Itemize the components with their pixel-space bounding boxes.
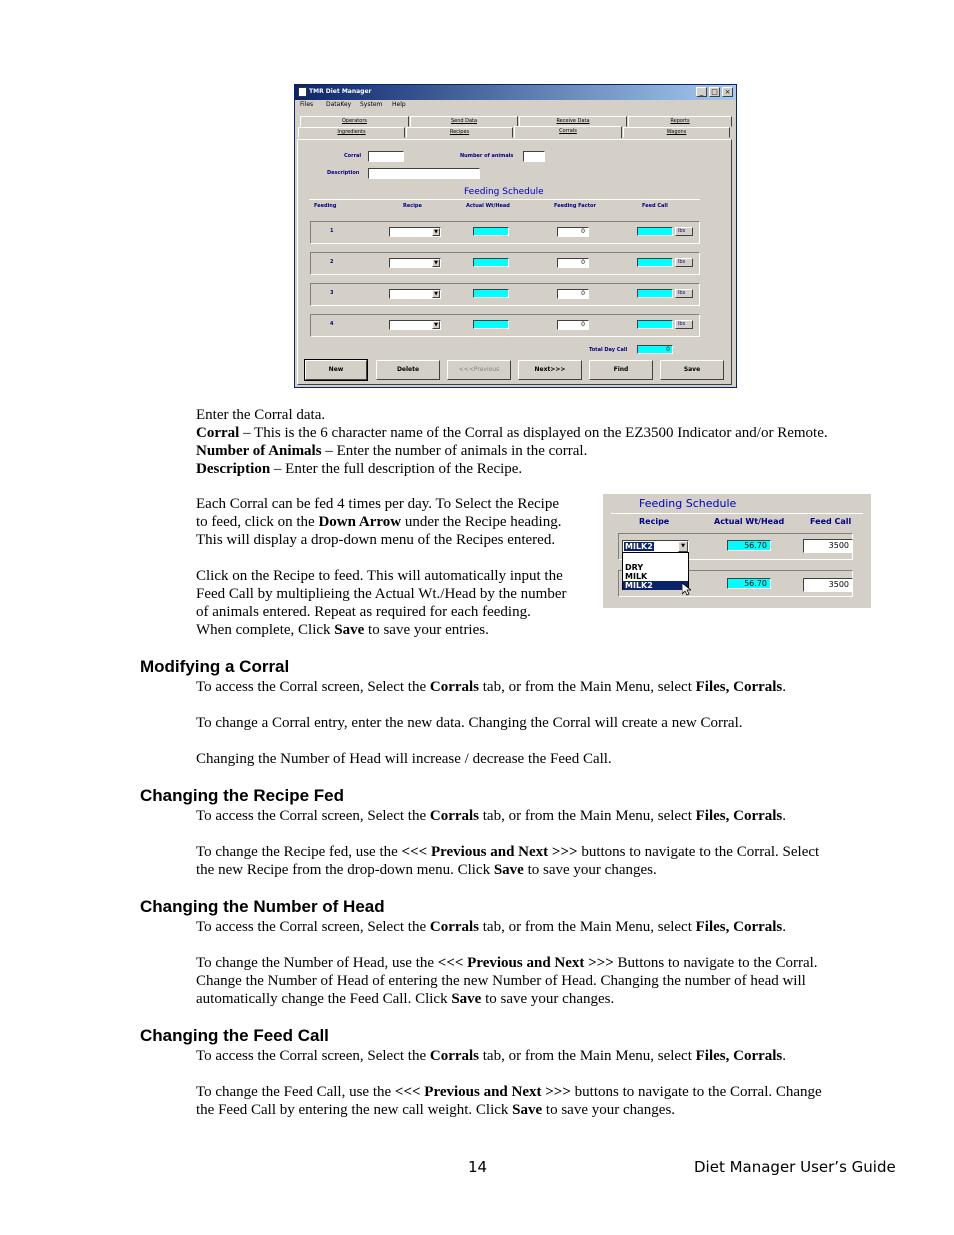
col-actual-wt: Actual Wt/Head bbox=[466, 203, 510, 209]
paragraph-line: This will display a drop-down menu of the Recipes entered. bbox=[196, 532, 556, 548]
definition: – This is the 6 character name of the Corral as displayed on the EZ3500 Indicator and/or Remote. bbox=[239, 425, 828, 441]
bold-run: Corrals bbox=[429, 679, 480, 695]
heading-modifying-corral: Modifying a Corral bbox=[140, 657, 290, 676]
bold-run: <<< Previous and Next >>> bbox=[394, 1084, 571, 1100]
tab-ingredients[interactable]: Ingredients bbox=[298, 127, 405, 138]
paragraph-line: Change the Number of Head of entering the new Number of Head. Changing the number of head will bbox=[196, 973, 806, 989]
bold-run: Down Arrow bbox=[318, 514, 402, 530]
text-run: tab, or from the Main Menu, select bbox=[479, 808, 696, 824]
bold-run: Files, Corrals bbox=[695, 919, 783, 935]
actual-wt-field bbox=[473, 320, 509, 329]
bold-run: Corrals bbox=[429, 1048, 480, 1064]
row-number: 2 bbox=[330, 259, 334, 265]
selected-recipe: MILK2 bbox=[625, 542, 653, 551]
text-run: under the Recipe heading. bbox=[401, 514, 562, 530]
access-instruction bbox=[196, 918, 786, 936]
total-day-call-value: 0 bbox=[637, 345, 673, 354]
bold-run: <<< Previous and Next >>> bbox=[437, 955, 614, 971]
text-run: To access the Corral screen, Select the bbox=[196, 1048, 430, 1064]
paragraph-line: To change a Corral entry, enter the new data. Changing the Corral will create a new Corral. bbox=[196, 715, 743, 731]
animals-definition bbox=[196, 442, 587, 460]
previous-button[interactable]: <<<Previous bbox=[447, 360, 511, 380]
unit-label: lbs bbox=[675, 320, 693, 329]
actual-wt-field bbox=[473, 258, 509, 267]
paragraph-line: Changing the Number of Head will increase / decrease the Feed Call. bbox=[196, 751, 612, 767]
paragraph-line bbox=[196, 954, 818, 972]
window-title: TMR Diet Manager bbox=[309, 88, 372, 95]
new-button[interactable]: New bbox=[305, 360, 367, 380]
feed-call-field bbox=[637, 258, 673, 267]
paragraph-line bbox=[196, 990, 614, 1008]
feed-call-field bbox=[637, 227, 673, 236]
menu-datakey[interactable]: DataKey bbox=[326, 101, 352, 108]
paragraph-line bbox=[196, 861, 657, 879]
recipe-option[interactable]: MILK bbox=[625, 572, 648, 581]
paragraph-line bbox=[196, 621, 489, 639]
title-bar bbox=[295, 85, 736, 100]
bold-run: <<< Previous and Next >>> bbox=[401, 844, 578, 860]
mouse-cursor-icon bbox=[682, 583, 691, 596]
inset-col-feed-call: Feed Call bbox=[810, 517, 852, 526]
inset-feed-call[interactable]: 3500 bbox=[803, 578, 853, 592]
access-instruction bbox=[196, 807, 786, 825]
unit-label: lbs bbox=[675, 289, 693, 298]
bold-run: Save bbox=[493, 862, 524, 878]
paragraph-line: Click on the Recipe to feed. This will automatically input the bbox=[196, 568, 563, 584]
actual-wt-field bbox=[473, 227, 509, 236]
menu-bar bbox=[295, 100, 736, 111]
text-run: . bbox=[782, 919, 787, 935]
chevron-down-icon[interactable]: ▼ bbox=[432, 259, 440, 267]
text-run: to feed, click on the bbox=[196, 514, 319, 530]
chevron-down-icon[interactable]: ▼ bbox=[432, 228, 440, 236]
text-run: When complete, Click bbox=[196, 622, 335, 638]
text-run: To change the Feed Call, use the bbox=[196, 1084, 395, 1100]
paragraph-line bbox=[196, 1083, 822, 1101]
text-run: To change the Recipe fed, use the bbox=[196, 844, 402, 860]
text-run: the Feed Call by entering the new call weight. Click bbox=[196, 1102, 513, 1118]
chevron-down-icon[interactable]: ▼ bbox=[432, 321, 440, 329]
bold-run: Files, Corrals bbox=[695, 808, 783, 824]
corral-screenshot bbox=[294, 84, 737, 388]
find-button[interactable]: Find bbox=[589, 360, 653, 380]
inset-actual-wt: 56.70 bbox=[727, 578, 771, 589]
inset-actual-wt: 56.70 bbox=[727, 540, 771, 551]
description-definition bbox=[196, 460, 522, 478]
bold-run: Save bbox=[334, 622, 365, 638]
paragraph-line: Each Corral can be fed 4 times per day. To Select the Recipe bbox=[196, 496, 559, 512]
unit-label: lbs bbox=[675, 258, 693, 267]
bold-run: Corrals bbox=[429, 808, 480, 824]
menu-files[interactable]: Files bbox=[300, 101, 314, 108]
text-run: buttons to navigate to the Corral. Change bbox=[570, 1084, 822, 1100]
term: Corral bbox=[196, 425, 240, 441]
guide-title: Diet Manager User’s Guide bbox=[694, 1158, 896, 1176]
corral-input[interactable] bbox=[368, 151, 404, 162]
bold-run: Corrals bbox=[429, 919, 480, 935]
schedule-divider bbox=[309, 199, 700, 200]
definition: – Enter the number of animals in the corral. bbox=[321, 443, 588, 459]
tab-operators[interactable]: Operators bbox=[300, 116, 409, 127]
tab-corrals[interactable]: Corrals bbox=[514, 126, 622, 138]
access-instruction bbox=[196, 1047, 786, 1065]
paragraph-line: Feed Call by multiplieing the Actual Wt./Head by the number bbox=[196, 586, 567, 602]
col-feeding: Feeding bbox=[314, 203, 337, 209]
paragraph-line: of animals entered. Repeat as required for each feeding. bbox=[196, 604, 531, 620]
bold-run: Save bbox=[451, 991, 482, 1007]
maximize-icon[interactable]: □ bbox=[709, 87, 720, 97]
minimize-icon[interactable]: _ bbox=[696, 87, 707, 97]
app-icon bbox=[298, 87, 307, 97]
bold-run: Save bbox=[512, 1102, 543, 1118]
heading-changing-head: Changing the Number of Head bbox=[140, 897, 385, 916]
paragraph-line bbox=[196, 843, 819, 861]
description-input[interactable] bbox=[368, 168, 480, 179]
chevron-down-icon[interactable]: ▼ bbox=[678, 541, 688, 552]
text-run: to save your entries. bbox=[364, 622, 489, 638]
paragraph-line bbox=[196, 513, 561, 531]
menu-system[interactable]: System bbox=[360, 101, 383, 108]
feeding-factor-input[interactable]: 0 bbox=[557, 289, 589, 299]
recipe-option[interactable]: MILK2 bbox=[623, 581, 688, 590]
save-button[interactable]: Save bbox=[660, 360, 724, 380]
inset-title: Feeding Schedule bbox=[639, 497, 737, 510]
unit-label: lbs bbox=[675, 227, 693, 236]
term: Number of Animals bbox=[196, 443, 322, 459]
row-number: 3 bbox=[330, 290, 334, 296]
heading-changing-recipe: Changing the Recipe Fed bbox=[140, 786, 345, 805]
intro-text: Enter the Corral data. bbox=[196, 407, 326, 423]
chevron-down-icon[interactable]: ▼ bbox=[432, 290, 440, 298]
page-number: 14 bbox=[468, 1158, 488, 1176]
feed-call-field bbox=[637, 289, 673, 298]
description-label: Description bbox=[327, 170, 360, 176]
text-run: to save your changes. bbox=[542, 1102, 676, 1118]
recipe-option[interactable]: DRY bbox=[625, 563, 644, 572]
close-icon[interactable]: × bbox=[722, 87, 733, 97]
text-run: tab, or from the Main Menu, select bbox=[479, 679, 696, 695]
feeding-factor-input[interactable]: 0 bbox=[557, 258, 589, 268]
text-run: Buttons to navigate to the Corral. bbox=[613, 955, 818, 971]
tab-recipes[interactable]: Recipes bbox=[406, 127, 513, 138]
tab-wagons[interactable]: Wagons bbox=[623, 127, 730, 138]
row-number: 1 bbox=[330, 228, 334, 234]
text-run: the new Recipe from the drop-down menu. Click bbox=[196, 862, 494, 878]
feed-call-field bbox=[637, 320, 673, 329]
tab-reports[interactable]: Reports bbox=[628, 116, 732, 127]
inset-col-actual-wt: Actual Wt/Head bbox=[714, 517, 785, 526]
access-instruction bbox=[196, 678, 786, 696]
term: Description bbox=[196, 461, 271, 477]
bold-run: Files, Corrals bbox=[695, 1048, 783, 1064]
corral-label: Corral bbox=[344, 153, 362, 159]
text-run: . bbox=[782, 808, 787, 824]
row-number: 4 bbox=[330, 321, 334, 327]
bold-run: Files, Corrals bbox=[695, 679, 783, 695]
text-run: tab, or from the Main Menu, select bbox=[479, 919, 696, 935]
text-run: automatically change the Feed Call. Click bbox=[196, 991, 452, 1007]
inset-feed-call[interactable]: 3500 bbox=[803, 539, 853, 553]
text-run: To access the Corral screen, Select the bbox=[196, 679, 430, 695]
delete-button[interactable]: Delete bbox=[376, 360, 440, 380]
menu-help[interactable]: Help bbox=[392, 101, 406, 108]
paragraph-line bbox=[196, 1101, 675, 1119]
animals-input[interactable] bbox=[523, 151, 545, 162]
col-feeding-factor: Feeding Factor bbox=[554, 203, 596, 209]
text-run: To change the Number of Head, use the bbox=[196, 955, 438, 971]
definition: – Enter the full description of the Recipe. bbox=[270, 461, 523, 477]
feeding-factor-input[interactable]: 0 bbox=[557, 227, 589, 237]
recipe-dropdown[interactable] bbox=[389, 258, 441, 268]
inset-divider bbox=[611, 513, 863, 514]
schedule-title: Feeding Schedule bbox=[464, 187, 544, 197]
text-run: . bbox=[782, 679, 787, 695]
tab-receive-data[interactable]: Receive Data bbox=[519, 116, 627, 127]
col-recipe: Recipe bbox=[403, 203, 422, 209]
tab-send-data[interactable]: Send Data bbox=[410, 116, 518, 127]
recipe-dropdown[interactable] bbox=[389, 227, 441, 237]
recipe-dropdown[interactable] bbox=[389, 320, 441, 330]
animals-label: Number of animals bbox=[460, 153, 514, 159]
text-run: . bbox=[782, 1048, 787, 1064]
heading-changing-feed-call: Changing the Feed Call bbox=[140, 1026, 329, 1045]
total-day-call-label: Total Day Call bbox=[589, 347, 628, 353]
feeding-factor-input[interactable]: 0 bbox=[557, 320, 589, 330]
inset-col-recipe: Recipe bbox=[639, 517, 670, 526]
corral-definition bbox=[196, 424, 828, 442]
text-run: To access the Corral screen, Select the bbox=[196, 808, 430, 824]
recipe-options-list bbox=[622, 552, 689, 590]
text-run: to save your changes. bbox=[523, 862, 657, 878]
text-run: To access the Corral screen, Select the bbox=[196, 919, 430, 935]
next-button[interactable]: Next>>> bbox=[518, 360, 582, 380]
actual-wt-field bbox=[473, 289, 509, 298]
recipe-dropdown[interactable] bbox=[389, 289, 441, 299]
col-feed-call: Feed Call bbox=[642, 203, 668, 209]
text-run: buttons to navigate to the Corral. Select bbox=[577, 844, 820, 860]
text-run: tab, or from the Main Menu, select bbox=[479, 1048, 696, 1064]
text-run: to save your changes. bbox=[481, 991, 615, 1007]
recipe-dropdown-screenshot bbox=[603, 494, 871, 608]
